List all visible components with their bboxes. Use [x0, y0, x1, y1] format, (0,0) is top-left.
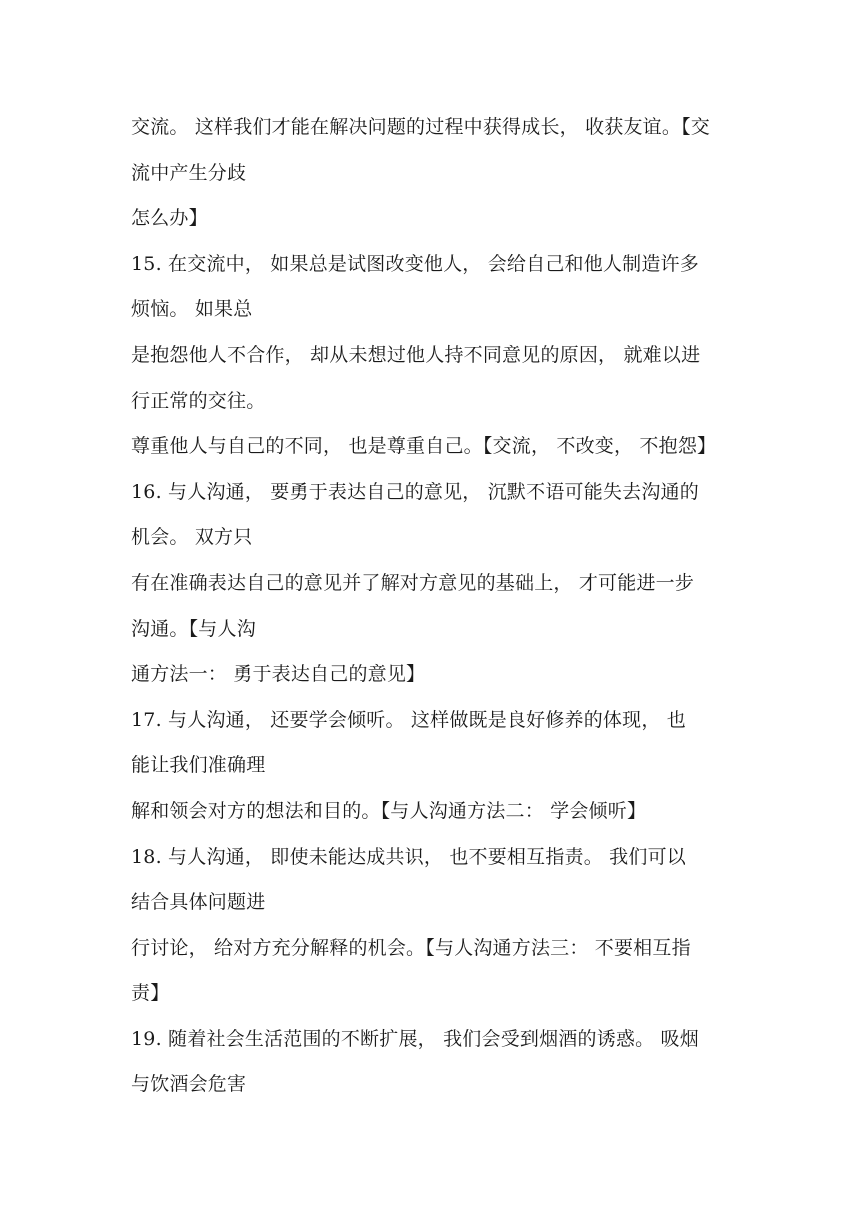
- text-line: 机会。 双方只: [131, 526, 253, 549]
- document-body: [131, 105, 731, 1108]
- text-line: 15. 在交流中， 如果总是试图改变他人， 会给自己和他人制造许多: [131, 252, 699, 275]
- text-line: 是抱怨他人不合作， 却从未想过他人持不同意见的原因， 就难以进: [131, 343, 701, 366]
- text-line: 与饮酒会危害: [131, 1073, 247, 1096]
- text-line: 19. 随着社会生活范围的不断扩展， 我们会受到烟酒的诱惑。 吸烟: [131, 1027, 699, 1050]
- text-line: 结合具体问题进: [131, 891, 266, 914]
- text-line: 18. 与人沟通， 即使未能达成共识， 也不要相互指责。 我们可以: [131, 845, 686, 868]
- text-line: 通方法一： 勇于表达自己的意见】: [131, 663, 426, 686]
- text-line: 尊重他人与自己的不同， 也是尊重自己。【交流， 不改变， 不抱怨】: [131, 435, 717, 458]
- text-line: 解和领会对方的想法和目的。【与人沟通方法二： 学会倾听】: [131, 799, 647, 822]
- text-line: 沟通。【与人沟: [131, 617, 256, 640]
- text-line: 怎么办】: [131, 207, 208, 230]
- text-line: 有在准确表达自己的意见并了解对方意见的基础上， 才可能进一步: [131, 571, 695, 594]
- text-line: 交流。 这样我们才能在解决问题的过程中获得成长， 收获友谊。【交: [131, 116, 710, 138]
- text-line: 流中产生分歧: [131, 161, 247, 184]
- text-line: 责】: [131, 982, 170, 1005]
- text-line: 16. 与人沟通， 要勇于表达自己的意见， 沉默不语可能失去沟通的: [131, 480, 699, 503]
- text-line: 17. 与人沟通， 还要学会倾听。 这样做既是良好修养的体现， 也: [131, 708, 686, 731]
- text-line: 烦恼。 如果总: [131, 298, 253, 321]
- text-line: 能让我们准确理: [131, 754, 266, 777]
- text-line: 行正常的交往。: [131, 389, 266, 412]
- text-line: 行讨论， 给对方充分解释的机会。【与人沟通方法三： 不要相互指: [131, 936, 691, 959]
